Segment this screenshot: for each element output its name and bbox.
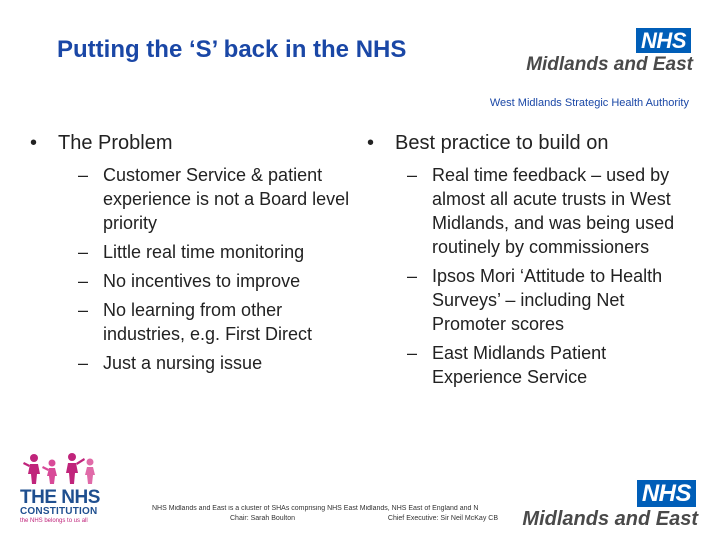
best-practice-column: [365, 132, 695, 394]
dash-icon: –: [78, 271, 89, 291]
constitution-title: THE NHS: [20, 487, 100, 508]
problem-heading: [28, 132, 358, 155]
authority-name: West Midlands Strategic Health Authority: [489, 97, 689, 109]
footer-note: [152, 505, 522, 522]
best-practice-heading: [365, 132, 695, 155]
people-figures-icon: [20, 450, 100, 486]
problem-column: [28, 132, 358, 380]
bullet-icon: •: [30, 132, 38, 154]
nhs-constitution-logo: [20, 450, 120, 525]
list-item: – East Midlands Patient Experience Service: [407, 343, 607, 387]
dash-icon: –: [78, 242, 89, 262]
footer-chief-executive: Chief Executive: Sir Neil McKay CB: [387, 515, 498, 522]
dash-icon: –: [407, 343, 418, 363]
footer-line: NHS Midlands and East is a cluster of SHAs comprising NHS East Midlands, NHS East of England and N: [152, 505, 479, 512]
nhs-logo-mark: NHS: [637, 480, 696, 507]
constitution-tagline: the NHS belongs to us all: [20, 518, 88, 524]
heading-label: Best practice to build on: [395, 132, 609, 154]
problem-list: [78, 163, 358, 375]
list-item: – Little real time monitoring: [78, 242, 305, 262]
bullet-icon: •: [367, 132, 375, 154]
list-item: – Ipsos Mori ‘Attitude to Health Surveys’ – including Net Promoter scores: [407, 266, 663, 334]
dash-icon: –: [78, 165, 89, 185]
heading-label: The Problem: [58, 132, 173, 154]
dash-icon: –: [78, 300, 89, 320]
list-item: – Real time feedback – used by almost all acute trusts in West Midlands, and was being used routinely by commissioners: [407, 165, 675, 257]
logo-region-text: Midlands and East: [526, 54, 693, 75]
slide-title: Putting the ‘S’ back in the NHS: [57, 36, 407, 63]
logo-region-text: Midlands and East: [522, 508, 698, 530]
constitution-subtitle: CONSTITUTION: [20, 506, 98, 517]
list-item: – No incentives to improve: [78, 271, 301, 291]
nhs-logo-mark: NHS: [636, 28, 691, 53]
dash-icon: –: [78, 353, 89, 373]
list-item: – No learning from other industries, e.g. First Direct: [78, 300, 313, 344]
best-practice-list: [407, 163, 695, 389]
footer-chair: Chair: Sarah Boulton: [230, 515, 295, 522]
dash-icon: –: [407, 165, 418, 185]
list-item: – Just a nursing issue: [78, 353, 263, 373]
list-item: – Customer Service & patient experience is not a Board level priority: [78, 165, 350, 233]
dash-icon: –: [407, 266, 418, 286]
